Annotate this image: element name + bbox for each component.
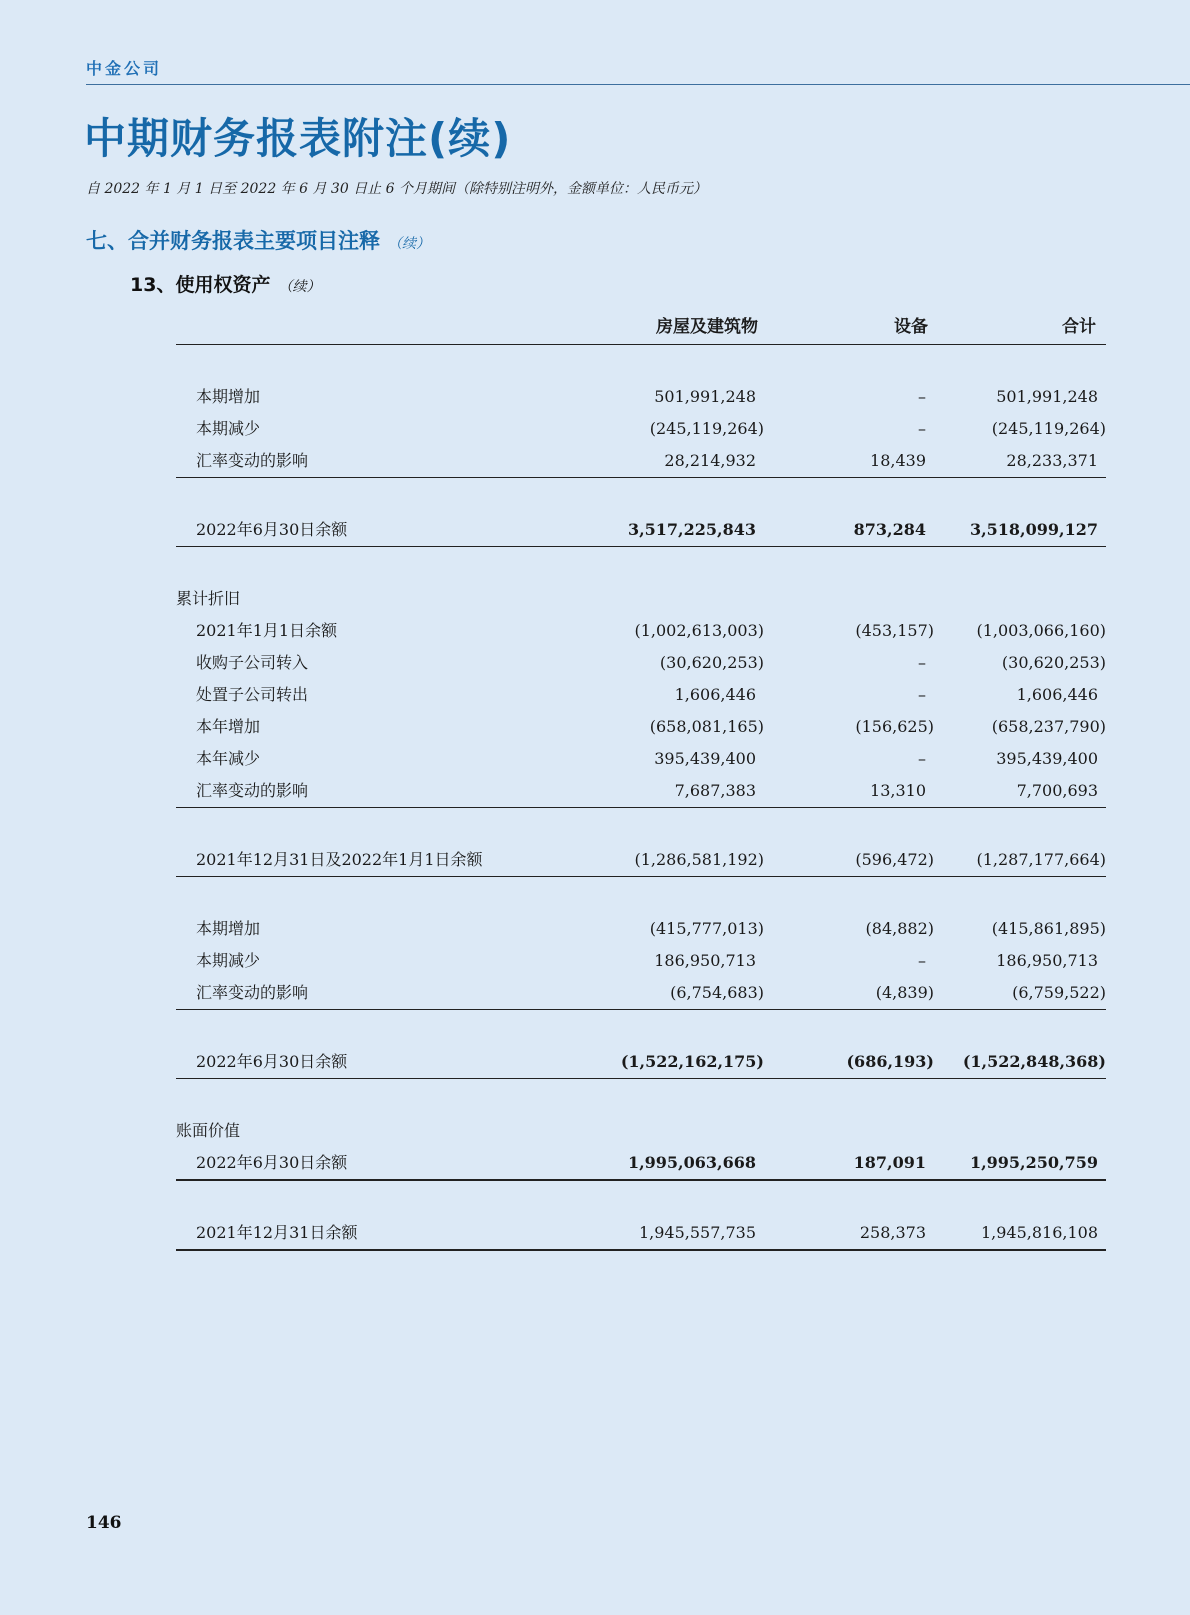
total-row: 2022年6月30日余额 3,517,225,843 873,284 3,518,099,127 — [176, 514, 1106, 547]
column-header-buildings: 房屋及建筑物 — [656, 317, 758, 337]
table-row: 汇率变动的影响 (6,754,683) (4,839) (6,759,522) — [176, 977, 1106, 1010]
section-title: 七、合并财务报表主要项目注释 — [86, 229, 380, 253]
table-row: 2021年1月1日余额 (1,002,613,003) (453,157) (1,003,066,160) — [196, 621, 1106, 640]
header-rule — [86, 84, 1190, 85]
table-row: 处置子公司转出 1,606,446 – 1,606,446 — [196, 685, 1098, 704]
period-subtitle: 自 2022 年 1 月 1 日至 2022 年 6 月 30 日止 6 个月期间（除特别注明外，金额单位：人民币元） — [86, 181, 708, 197]
table-row: 本期减少 (245,119,264) – (245,119,264) — [196, 419, 1106, 438]
table-row: 收购子公司转入 (30,620,253) – (30,620,253) — [196, 653, 1106, 672]
section-heading — [86, 225, 430, 255]
total-row: 2022年6月30日余额 (1,522,162,175) (686,193) (1,522,848,368) — [176, 1046, 1106, 1079]
column-header-equipment: 设备 — [894, 317, 928, 337]
table-row: 本年减少 395,439,400 – 395,439,400 — [196, 749, 1098, 768]
table-row: 2021年12月31日余额 1,945,557,735 258,373 1,945,816,108 — [176, 1217, 1106, 1251]
table-header-row — [176, 312, 1106, 345]
table-row: 本期增加 501,991,248 – 501,991,248 — [196, 387, 1098, 406]
column-header-total: 合计 — [1062, 317, 1096, 337]
subsection-title: 13、使用权资产 — [130, 274, 271, 296]
page-title: 中期财务报表附注(续) — [84, 114, 512, 163]
company-name: 中金公司 — [86, 59, 163, 78]
table-row: 本年增加 (658,081,165) (156,625) (658,237,790) — [196, 717, 1106, 736]
table-row: 2022年6月30日余额 1,995,063,668 187,091 1,995,250,759 — [176, 1147, 1106, 1181]
category-label-book-value: 账面价值 — [176, 1121, 241, 1140]
page-number: 146 — [86, 1513, 122, 1533]
category-label-depreciation: 累计折旧 — [176, 589, 241, 608]
total-row: 2021年12月31日及2022年1月1日余额 (1,286,581,192) (596,472) (1,287,177,664) — [176, 844, 1106, 877]
table-row: 汇率变动的影响 28,214,932 18,439 28,233,371 — [176, 445, 1106, 478]
section-continued: （续） — [388, 236, 430, 252]
right-of-use-assets-table — [176, 312, 1106, 1251]
table-row: 汇率变动的影响 7,687,383 13,310 7,700,693 — [176, 775, 1106, 808]
table-row: 本期减少 186,950,713 – 186,950,713 — [196, 951, 1098, 970]
subsection-continued: （续） — [278, 279, 321, 295]
table-row: 本期增加 (415,777,013) (84,882) (415,861,895) — [196, 919, 1106, 938]
subsection-heading — [130, 270, 320, 297]
